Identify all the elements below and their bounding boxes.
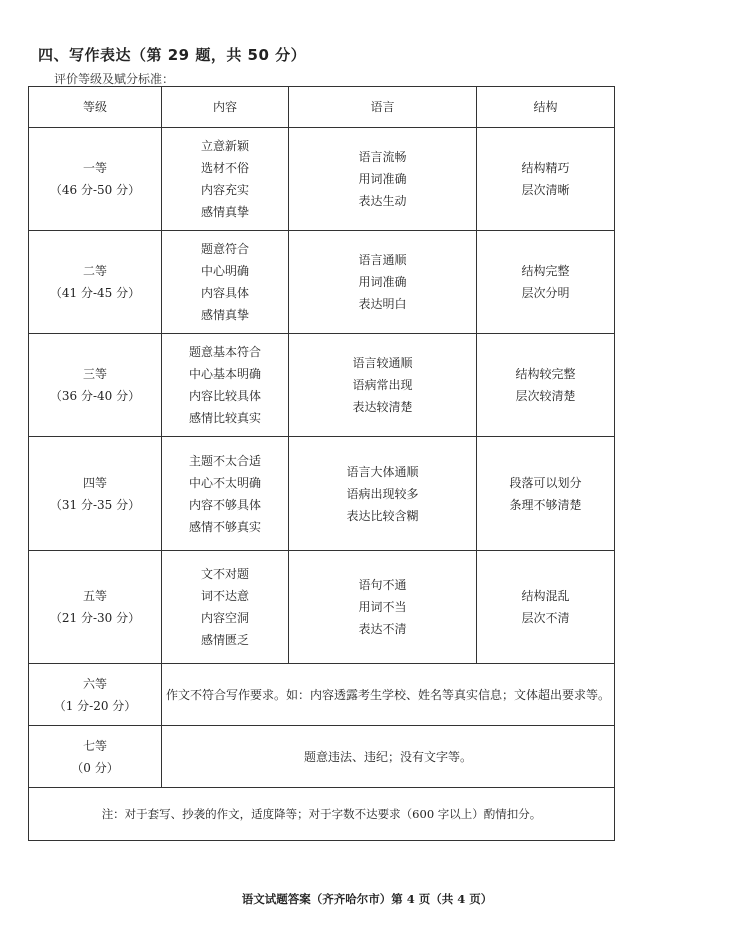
grade-cell — [29, 334, 162, 437]
note-row — [29, 788, 615, 841]
grade-cell — [29, 551, 162, 664]
table-row — [29, 334, 615, 437]
content-item: 中心基本明确 — [188, 367, 261, 381]
header-content: 内容 — [162, 87, 289, 128]
content-item: 内容充实 — [200, 183, 249, 197]
grade-range: （1 分-20 分） — [53, 698, 137, 713]
content-item: 感情真挚 — [200, 308, 249, 322]
grade-cell — [29, 726, 162, 788]
content-item: 中心不太明确 — [188, 475, 261, 490]
content-item: 感情真挚 — [200, 205, 249, 219]
content-item: 题意基本符合 — [188, 345, 261, 359]
grade-label: 二等 — [82, 264, 107, 278]
content-item: 词不达意 — [200, 589, 249, 603]
language-cell — [289, 128, 477, 231]
structure-item: 结构完整 — [521, 264, 570, 278]
content-item: 文不对题 — [200, 567, 249, 581]
language-item: 语言流畅 — [358, 150, 407, 164]
grade-range: （46 分-50 分） — [49, 183, 141, 197]
structure-item: 层次分明 — [521, 286, 570, 300]
content-cell — [162, 551, 289, 664]
grade-label: 五等 — [82, 589, 107, 603]
structure-item: 条理不够清楚 — [509, 497, 582, 512]
language-item: 表达不清 — [358, 622, 407, 636]
criteria-caption: 评价等级及赋分标准： — [54, 72, 175, 86]
header-language: 语言 — [289, 87, 477, 128]
grade-label: 四等 — [82, 475, 107, 490]
grade-range: （21 分-30 分） — [49, 611, 141, 625]
section-heading: 四、写作表达（第 29 题，共 50 分） — [38, 46, 307, 64]
content-item: 主题不太合适 — [188, 453, 261, 468]
content-cell — [162, 334, 289, 437]
grade-label: 七等 — [82, 738, 107, 753]
table-row — [29, 664, 615, 726]
language-item: 语言通顺 — [358, 253, 407, 267]
table-header-row — [29, 87, 615, 128]
structure-item: 层次不清 — [521, 611, 570, 625]
header-structure: 结构 — [477, 87, 615, 128]
language-item: 表达比较含糊 — [346, 508, 419, 523]
content-item: 感情比较真实 — [188, 411, 261, 425]
content-cell — [162, 437, 289, 551]
language-item: 用词准确 — [358, 172, 407, 186]
table-row — [29, 437, 615, 551]
content-item: 立意新颖 — [200, 139, 249, 153]
language-cell — [289, 437, 477, 551]
grade-label: 一等 — [82, 161, 107, 175]
structure-item: 层次较清楚 — [515, 389, 576, 403]
structure-cell — [477, 231, 615, 334]
content-item: 内容具体 — [200, 286, 249, 300]
structure-item: 结构较完整 — [515, 367, 576, 381]
grade-range: （0 分） — [71, 760, 119, 775]
grade-cell — [29, 437, 162, 551]
table-row — [29, 128, 615, 231]
language-cell — [289, 231, 477, 334]
table-row — [29, 551, 615, 664]
content-item: 内容空洞 — [200, 611, 249, 625]
grade-cell — [29, 231, 162, 334]
structure-cell — [477, 437, 615, 551]
content-item: 内容比较具体 — [188, 389, 261, 403]
structure-cell — [477, 551, 615, 664]
language-item: 表达较清楚 — [352, 400, 413, 414]
grade-seven-description: 题意违法、违纪；没有文字等。 — [162, 726, 615, 788]
content-item: 感情不够真实 — [188, 519, 261, 534]
content-item: 感情匮乏 — [200, 633, 249, 647]
language-item: 用词不当 — [358, 600, 407, 614]
content-cell — [162, 128, 289, 231]
note-text: 注：对于套写、抄袭的作文，适度降等；对于字数不达要求（600 字以上）酌情扣分。 — [29, 788, 615, 841]
language-item: 语病常出现 — [352, 378, 413, 392]
structure-item: 段落可以划分 — [509, 475, 582, 490]
grade-cell — [29, 664, 162, 726]
grade-six-description: 作文不符合写作要求。如：内容透露考生学校、姓名等真实信息；文体超出要求等。 — [162, 664, 615, 726]
language-item: 语句不通 — [358, 578, 407, 592]
page-footer: 语文试题答案（齐齐哈尔市）第 4 页（共 4 页） — [241, 892, 493, 906]
language-item: 表达生动 — [358, 194, 407, 208]
language-item: 表达明白 — [358, 297, 407, 311]
structure-cell — [477, 128, 615, 231]
grading-table — [28, 86, 615, 841]
content-item: 内容不够具体 — [188, 497, 261, 512]
language-item: 语病出现较多 — [346, 486, 419, 501]
structure-cell — [477, 334, 615, 437]
content-item: 选材不俗 — [200, 161, 249, 175]
language-item: 用词准确 — [358, 275, 407, 289]
language-item: 语言大体通顺 — [346, 464, 419, 479]
content-item: 中心明确 — [200, 264, 249, 278]
table-row — [29, 726, 615, 788]
structure-item: 结构混乱 — [521, 589, 570, 603]
content-item: 题意符合 — [200, 242, 249, 256]
header-grade: 等级 — [29, 87, 162, 128]
language-cell — [289, 334, 477, 437]
structure-item: 结构精巧 — [521, 161, 570, 175]
grade-range: （41 分-45 分） — [49, 286, 141, 300]
grade-cell — [29, 128, 162, 231]
table-row — [29, 231, 615, 334]
language-item: 语言较通顺 — [352, 356, 413, 370]
grade-label: 六等 — [82, 676, 107, 691]
language-cell — [289, 551, 477, 664]
grade-label: 三等 — [82, 367, 107, 381]
grade-range: （36 分-40 分） — [49, 389, 141, 403]
grade-range: （31 分-35 分） — [49, 497, 141, 512]
structure-item: 层次清晰 — [521, 183, 570, 197]
content-cell — [162, 231, 289, 334]
